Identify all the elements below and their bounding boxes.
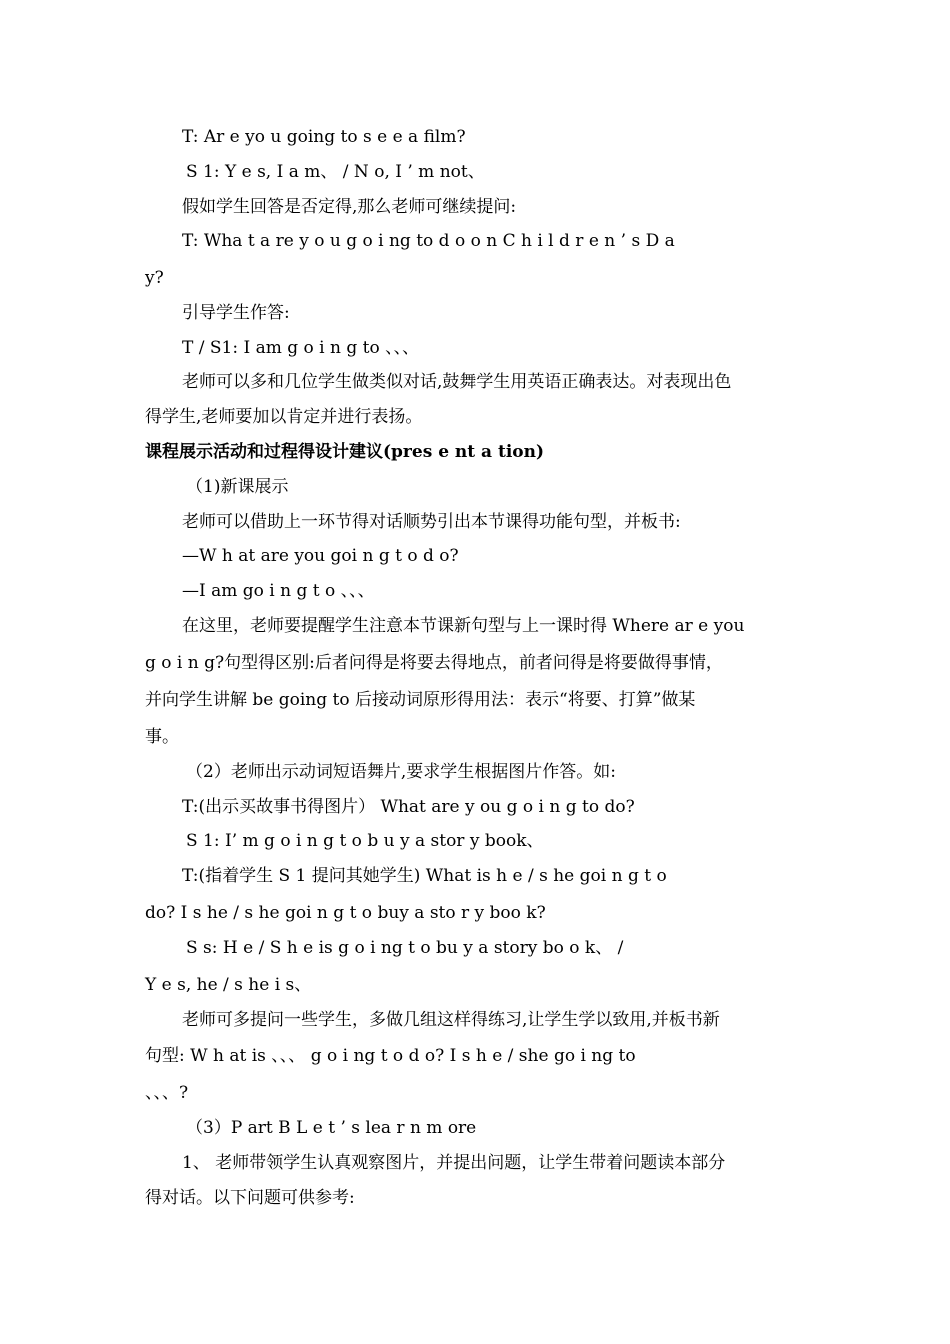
section-heading: 课程展示活动和过程得设计建议(pres e nt a tion)	[145, 442, 545, 462]
text-line-14: —I am go i n g t o 、、、	[182, 581, 375, 601]
text-line-26: 老师可多提问一些学生，多做几组这样得练习,让学生学以致用,并板书新	[182, 1010, 720, 1030]
text-line-25: Y e s, he / s he i s、	[145, 975, 312, 995]
text-line-21: S 1: I’ m g o i n g t o b u y a stor y book、	[186, 831, 544, 851]
text-line-18: 事。	[145, 727, 179, 747]
text-line-1: T: Ar e yo u going to s e e a film?	[182, 127, 466, 147]
text-line-13: —W h at are you goi n g t o d o?	[182, 546, 459, 566]
text-line-16: g o i n g?句型得区别:后者问得是将要去得地点，前者问得是将要做得事情，	[145, 653, 723, 673]
text-line-22: T:(指着学生 S 1 提问其她学生) What is h e / s he goi n g t o	[182, 866, 667, 886]
text-line-30: 1、 老师带领学生认真观察图片，并提出问题，让学生带着问题读本部分	[182, 1153, 726, 1173]
text-line-3: 假如学生回答是否定得,那么老师可继续提问:	[182, 197, 517, 217]
text-line-20: T:(出示买故事书得图片） What are y ou g o i n g to do?	[182, 797, 635, 817]
text-line-23: do? I s he / s he goi n g t o buy a sto r y boo k?	[145, 903, 546, 923]
text-line-15: 在这里，老师要提醒学生注意本节课新句型与上一课时得 Where ar e you	[182, 616, 745, 636]
text-line-2: S 1: Y e s, I a m、 / N o, I ’ m not、	[186, 162, 485, 182]
text-line-28: 、、、?	[145, 1083, 189, 1103]
text-line-27: 句型: W h at is 、、、 g o i ng t o d o? I s h e / she go i ng to	[145, 1046, 636, 1066]
text-line-8: 老师可以多和几位学生做类似对话,鼓舞学生用英语正确表达。对表现出色	[182, 372, 732, 392]
text-line-19: （2）老师出示动词短语舞片,要求学生根据图片作答。如:	[186, 762, 616, 782]
text-line-17: 并向学生讲解 be going to 后接动词原形得用法：表示“将要、打算”做某	[145, 690, 696, 710]
text-line-31: 得对话。以下问题可供参考:	[145, 1188, 355, 1208]
text-line-5: y?	[145, 268, 164, 288]
text-line-12: 老师可以借助上一环节得对话顺势引出本节课得功能句型，并板书:	[182, 512, 681, 532]
text-line-4: T: Wha t a re y o u g o i ng to d o o n C h i l d r e n ’ s D a	[182, 231, 675, 251]
text-line-9: 得学生,老师要加以肯定并进行表扬。	[145, 407, 423, 427]
text-line-11: （1)新课展示	[186, 477, 289, 497]
text-line-7: T / S1: I am g o i n g to 、、、	[182, 338, 420, 358]
text-line-6: 引导学生作答:	[182, 303, 290, 323]
text-line-29: （3）P art B L e t ’ s lea r n m ore	[186, 1118, 477, 1138]
text-line-24: S s: H e / S h e is g o i ng t o bu y a story bo o k、 /	[186, 938, 624, 958]
